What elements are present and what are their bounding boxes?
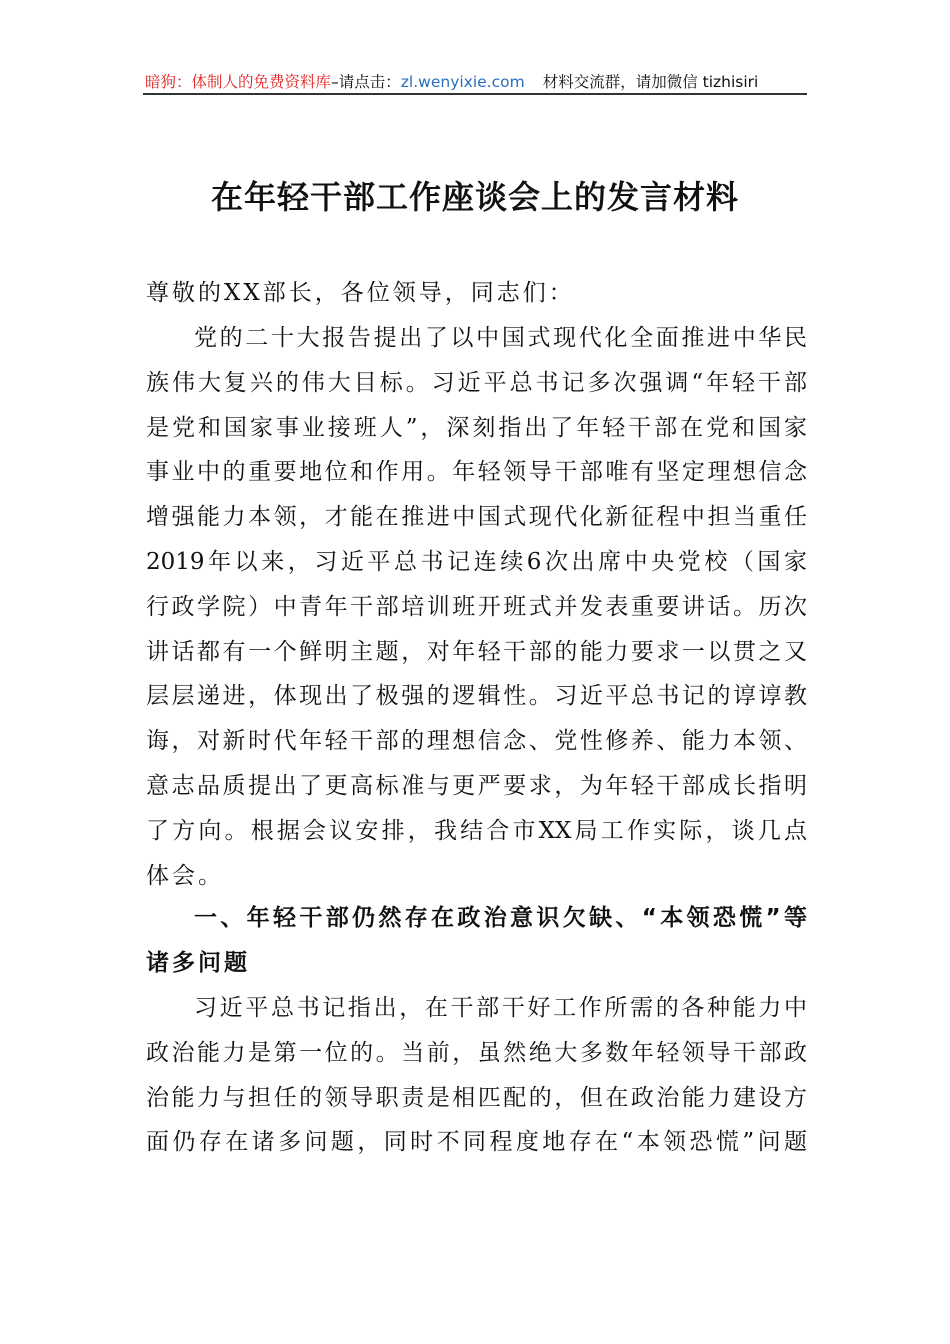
paragraph-line: 是党和国家事业接班人”，深刻指出了年轻干部在党和国家 — [146, 414, 807, 441]
document-title: 在年轻干部工作座谈会上的发言材料 — [210, 178, 739, 216]
header-divider — [143, 93, 807, 95]
header-site-name: 暗狗：体制人的免费资料库 — [145, 73, 332, 91]
paragraph-line: 党的二十大报告提出了以中国式现代化全面推进中华民 — [194, 325, 807, 351]
paragraph-line: 行政学院）中青年干部培训班开班式并发表重要讲话。历次 — [146, 593, 807, 620]
paragraph-line: 层层递进，体现出了极强的逻辑性。习近平总书记的谆谆教 — [146, 683, 807, 710]
salutation: 尊敬的XX部长，各位领导，同志们： — [146, 280, 575, 306]
page-header — [145, 70, 807, 92]
paragraph-line: 增强能力本领，才能在推进中国式现代化新征程中担当重任 — [146, 504, 807, 531]
header-link[interactable]: zl.wenyixie.com — [400, 73, 525, 91]
paragraph-line: 体会。 — [146, 862, 224, 889]
section-heading-line: 诸多问题 — [146, 949, 250, 976]
section-heading-line: 一、年轻干部仍然存在政治意识欠缺、“本领恐慌”等 — [194, 905, 807, 931]
paragraph-line: 了方向。根据会议安排，我结合市XX局工作实际，谈几点 — [146, 817, 807, 844]
paragraph-line: 讲话都有一个鲜明主题，对年轻干部的能力要求一以贯之又 — [146, 638, 807, 665]
paragraph-line: 事业中的重要地位和作用。年轻领导干部唯有坚定理想信念 — [146, 459, 807, 486]
paragraph-line: 面仍存在诸多问题，同时不同程度地存在“本领恐慌”问题 — [146, 1129, 807, 1156]
header-contact: 材料交流群，请加微信 tizhisiri — [542, 73, 759, 91]
paragraph-line: 意志品质提出了更高标准与更严要求，为年轻干部成长指明 — [146, 773, 807, 799]
paragraph-line: 治能力与担任的领导职责是相匹配的，但在政治能力建设方 — [146, 1084, 807, 1111]
paragraph-line: 政治能力是第一位的。当前，虽然绝大多数年轻领导干部政 — [146, 1039, 807, 1066]
header-click-prompt: –请点击： — [331, 73, 401, 91]
paragraph-line: 族伟大复兴的伟大目标。习近平总书记多次强调“年轻干部 — [146, 369, 807, 396]
paragraph-line: 诲，对新时代年轻干部的理想信念、党性修养、能力本领、 — [146, 728, 807, 755]
paragraph-line: 习近平总书记指出，在干部干好工作所需的各种能力中 — [194, 995, 807, 1021]
paragraph-line: 2019年以来，习近平总书记连续6次出席中央党校（国家 — [146, 549, 807, 575]
